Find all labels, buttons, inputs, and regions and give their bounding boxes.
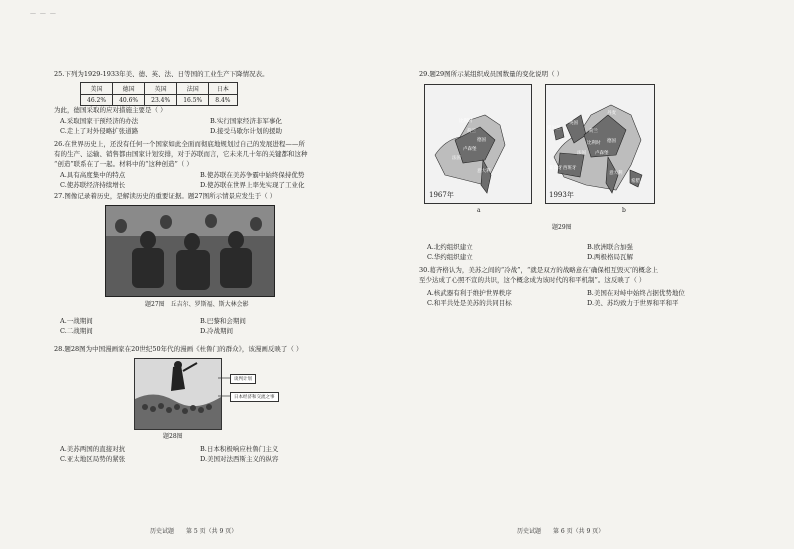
map-b-label-denmark: 丹麦 [607,111,616,116]
truman-cartoon [134,358,222,430]
q29-option-b[interactable]: B.欧洲联合加强 [587,243,633,251]
yalta-photo [105,205,275,297]
q25-option-a[interactable]: A.采取国家干预经济的办法 [60,117,139,125]
map-a-label-netherlands: 荷兰 [467,129,476,134]
map-1967-year: 1967年 [429,191,454,199]
q29-option-d[interactable]: D.两极格局瓦解 [587,253,634,261]
q30-option-b[interactable]: B.美国在对峙中始终占据优势地位 [587,289,685,297]
q25-option-c[interactable]: C.走上了对外侵略扩张道路 [60,127,139,135]
q29-option-a[interactable]: A.北约组织建立 [427,243,473,251]
map-b-label-luxembourg: 卢森堡 [595,151,609,156]
map-a-label-belgium: 比利时 [459,119,473,124]
q26-line-1: 26.在世界历史上，还没有任何一个国家如此全面而彻底地规划过自己的发展进程——所 [54,140,305,148]
table-cell: 8.4% [209,95,237,106]
q25-stem: 25.下列为1929-1933年美、德、英、法、日等国的工业生产下降情况表。 [54,70,269,78]
table-header: 日本 [209,83,237,95]
q30-line-1: 30.葛齐格认为，美苏之间的“冷战”，“就是双方的战略意在‘确保相互毁灭’的概念上 [419,266,658,274]
q27-option-a[interactable]: A.一战期间 [60,317,93,325]
q26-line-3: “创造”联系在了一起。材料中的“这种创造”（ ） [54,160,193,168]
q28-option-d[interactable]: D.美国对法西斯主义的纵容 [200,455,279,463]
right-footer: 历史试题 第 6 页（共 9 页） [517,528,605,535]
q25-option-b[interactable]: B.实行国家经济非军事化 [210,117,282,125]
map-b-label-ireland: 爱尔兰 [547,126,561,131]
table-header: 法国 [177,83,209,95]
map-b-label-netherlands: 荷兰 [589,129,598,134]
q27-option-d[interactable]: D.冷战期间 [200,327,234,335]
table-header: 美国 [81,83,113,95]
q26-line-2: 有的生产、运输、销售都由国家计划安排，对于苏联而言，它未来几十年的关键都和这种 [54,150,308,158]
map-b-label: b [622,207,626,214]
map-a-label-luxembourg: 卢森堡 [463,147,477,152]
map-b-label-italy: 意大利 [609,171,623,176]
scan-corner-mark: — — — [30,10,57,17]
q25-option-d[interactable]: D.接受马歇尔计划的援助 [210,127,283,135]
map-a-label: a [477,207,481,214]
q30-option-d[interactable]: D.美、苏均致力于世界和平和平 [587,299,679,307]
table-header: 英国 [145,83,177,95]
q26-option-b[interactable]: B.使苏联在美苏争霸中始终保持优势 [200,171,305,179]
q28-option-c[interactable]: C.亚太地区局势的紧张 [60,455,126,463]
q30-option-a[interactable]: A.核武器有利于维护世界秩序 [427,289,512,297]
q26-option-a[interactable]: A.具有高度集中的特点 [60,171,126,179]
q28-stem: 28.题28图为中国漫画家在20世纪50年代的漫画《杜鲁门的群众》，该漫画反映了（ ） [54,345,303,353]
map-b-label-germany: 德国 [607,139,616,144]
map-a-label-france: 法国 [452,156,461,161]
table-cell: 16.5% [177,95,209,106]
q27-stem: 27.图像记录着历史，是解读历史的重要证据。题27图所示情景应发生于（ ） [54,192,277,200]
map-b-label-spain: 西班牙 [563,166,577,171]
map-b-label-france: 法国 [577,151,586,156]
q30-line-2: 至少达成了心照不宣的共识，这个概念成为该时代的和平机制”。这反映了（ ） [419,276,646,284]
q29-stem: 29.题29图所示某组织成员国数量的变化说明（ ） [419,70,564,78]
q26-option-d[interactable]: D.使苏联在世界上率先实现了工业化 [200,181,305,189]
map-b-label-belgium: 比利时 [587,141,601,146]
right-page [397,0,794,549]
map-a-label-italy: 意大利 [477,169,491,174]
q26-option-c[interactable]: C.使苏联经济持续增长 [60,181,126,189]
q29-caption: 题29图 [552,224,572,231]
map-b-label-uk: 英国 [569,121,578,126]
map-1967 [424,84,532,204]
map-1993-year: 1993年 [549,191,574,199]
cartoon-label-1: 谈判计划 [230,374,256,384]
left-footer: 历史试题 第 5 页（共 9 页） [150,528,238,535]
q27-caption: 题27图 丘吉尔、罗斯福、斯大林会影 [145,301,249,308]
q25-table [80,82,238,106]
q27-option-c[interactable]: C.二战期间 [60,327,93,335]
table-cell: 23.4% [145,95,177,106]
q29-option-c[interactable]: C.华约组织建立 [427,253,473,261]
q30-option-c[interactable]: C.和平共处是美苏的共同目标 [427,299,512,307]
q28-caption: 题28图 [163,433,183,440]
map-b-label-greece: 希腊 [631,179,640,184]
table-cell: 40.6% [113,95,145,106]
q28-option-a[interactable]: A.美苏两国的直接对抗 [60,445,126,453]
table-cell: 46.2% [81,95,113,106]
q25-tail: 为此，德国采取的应对措施主要是（ ） [54,106,167,114]
cartoon-label-2: 日本经济和交流之事 [230,392,279,402]
map-b-label-portugal: 葡萄牙 [549,166,563,171]
q28-option-b[interactable]: B.日本积极响应杜鲁门主义 [200,445,279,453]
table-header: 德国 [113,83,145,95]
q27-option-b[interactable]: B.巴黎和会期间 [200,317,246,325]
map-a-label-germany: 德国 [477,138,486,143]
